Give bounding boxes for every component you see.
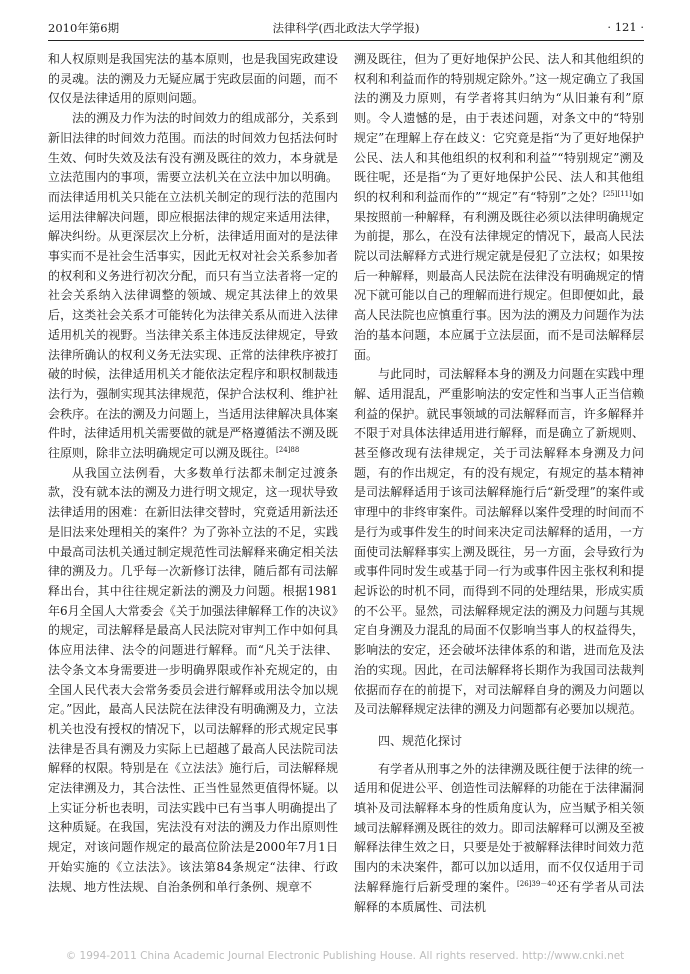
page-number: · 121 · [607, 20, 644, 34]
paragraph-text: 还有学者从司法解释的本质属性、司法机 [354, 879, 644, 914]
paragraph-judicial-interpretation: 与此同时，司法解释本身的溯及力问题在实践中理解、适用混乱，严重影响法的安定性和当事人正当信赖利益的保护。就民事领域的司法解释而言，许多解释并不限于对具体法律适用进行解释，而是确立了新规则、甚至修改现有法律规定，关于司法解释本身溯及力问题，有的作出规定，有的没有规定，有规定的基本精神是司法解释适用于该司法解释施行后“新受理”的案件或审理中的非终审案件。司法解释以案件受理的时间而不是行为或事件发生的时间来决定司法解释的适用，一方面使司法解释事实上溯及既往，另一方面，会导致行为或事件同时发生或基于同一行为或事件因主张权利和提起诉讼的时机不同，而得到不同的处理结果，形成实质的不公平。显然，司法解释规定法的溯及力问题与其规定自身溯及力混乱的局面不仅影响当事人的权益得失，影响法的安定，还会破坏法律体系的和谐，进而危及法治的实现。因此，在司法解释将长期作为我国司法裁判依据而存在的前提下，对司法解释自身的溯及力问题以及司法解释规定法律的溯及力问题都有必要加以规范。 [354, 367, 644, 717]
paragraph-continued: 和人权原则是我国宪法的基本原则，也是我国宪政建设的灵魂。法的溯及力无疑应属于宪政层面的问题，而不仅仅是法律适用的原则问题。 [48, 52, 338, 106]
paragraph-text: 有学者从刑事之外的法律溯及既往便于法律的统一适用和促进公平、创造性司法解释的功能在于法律漏洞填补及司法解释本身的性质角度认为，应当赋予相关领域司法解释溯及既往的效力。即司法解释可以溯及至被解释法律生效之日，只要是处于被解释法律时间效力范围内的未决案件，都可以加以适用，而不仅仅适用于司法解释施行后新受理的案件。 [354, 761, 644, 894]
left-column [48, 50, 338, 897]
journal-title: 法律科学(西北政法大学学报) [272, 21, 420, 35]
paragraph-legislative-practice: 从我国立法例看，大多数单行法都未制定过渡条款，没有就本法的溯及力进行明文规定，这一现状导致法律适用的困难：在新旧法律交替时，究竟适用新法还是旧法来处理相关的案件？为了弥补立法的不足，实践中最高司法机关通过制定规范性司法解释来确定相关法律的溯及力。几乎每一次新修订法律，随后都有司法解释出台，其中往往规定新法的溯及力问题。根据1981年6月全国人大常委会《关于加强法律解释工作的决议》的规定，司法解释是最高人民法院对审判工作中如何具体应用法律、法令的问题进行解释。而“凡关于法律、法令条文本身需要进一步明确界限或作补充规定的，由全国人民代表大会常务委员会进行解释或用法令加以规定。”因此，最高人民法院在法律没有明确溯及力，立法机关也没有授权的情况下，以司法解释的形式规定民事法律是否具有溯及力实际上已超越了最高人民法院司法解释的权限。特别是在《立法法》施行后，司法解释规定法律溯及力，其合法性、正当性显然更值得怀疑。以上实证分析也表明，司法实践中已有当事人明确提出了这种质疑。在我国，宪法没有对法的溯及力作出原则性规定，对该问题作规定的最高位阶法是2000年7月1日开始实施的《立法法》。该法第84条规定“法律、行政法规、地方性法规、自治条例和单行条例、规章不 [48, 465, 338, 894]
copyright-footer: © 1994-2011 China Academic Journal Electronic Publishing House. All rights reserved. http://www.cnki.net [65, 950, 625, 962]
issue-label: 2010年第6期 [48, 21, 120, 35]
citation-ref: [26]39－40 [517, 879, 557, 888]
citation-ref: [25][11] [603, 189, 632, 198]
running-header [48, 20, 644, 42]
paragraph-text: 如果按照前一种解释，有利溯及既往必须以法律明确规定为前提，那么，在没有法律规定的情况下，最高人民法院以司法解释方式进行规定就是侵犯了立法权；如果按后一种解释，则最高人民法院在法律没有明确规定的情况下就可能以自己的理解而进行规定。但即便如此，最高人民法院也应慎重行事。因为法的溯及力问题作为法治的基本问题，本应属于立法层面，而不是司法解释层面。 [354, 189, 644, 362]
paragraph-temporal-effect [48, 109, 338, 464]
citation-ref: [24]88 [276, 446, 300, 455]
header-rule [48, 40, 644, 41]
paragraph-continued-right [354, 50, 644, 365]
right-column [354, 50, 644, 917]
paragraph-text: 法的溯及力作为法的时间效力的组成部分，关系到新旧法律的时间效力范围。而法的时间效力包括法何时生效、何时失效及法有没有溯及既往的效力，本身就是立法范围内的事项，需要立法机关在立法中加以明确。而法律适用机关只能在立法机关制定的现行法的范围内运用法律解决问题，即应根据法律的规定来适用法律，解决纠纷。从更深层次上分析，法律适用面对的是法律事实而不是社会生活事实，因此无权对社会关系参加者的权利和义务进行初次分配，而只有当立法者将一定的社会关系纳入法律调整的领域、规定其法律上的效果后，这类社会关系才可能转化为法律关系从而进入法律适用机关的视野。当法律关系主体违反法律规定，导致法律所确认的权利义务无法实现、正常的法律秩序被打破的时候，法律适用机关才能依法定程序和职权制裁违法行为，强制实现其法律规范，保护合法权利、维护社会秩序。在法的溯及力问题上，当适用法律解决具体案件时，法律适用机关需要做的就是严格遵循法不溯及既往原则，除非立法明确规定可以溯及既往。 [48, 111, 338, 461]
paragraph-scholars-view [354, 760, 644, 918]
paragraph-text: 溯及既往，但为了更好地保护公民、法人和其他组织的权利和利益而作的特别规定除外。”这一规定确立了我国法的溯及力原则，有学者将其归纳为“从旧兼有利”原则。令人遗憾的是，由于表述问题，对条文中的“特别规定”在理解上存在歧义：它究竟是指“为了更好地保护公民、法人和其他组织的权利和利益”“特别规定”溯及既往呢，还是指“为了更好地保护公民、法人和其他组织的权利和利益而作的”“规定”有“特别”之处？ [354, 52, 644, 204]
section-heading: 四、规范化探讨 [378, 733, 463, 748]
